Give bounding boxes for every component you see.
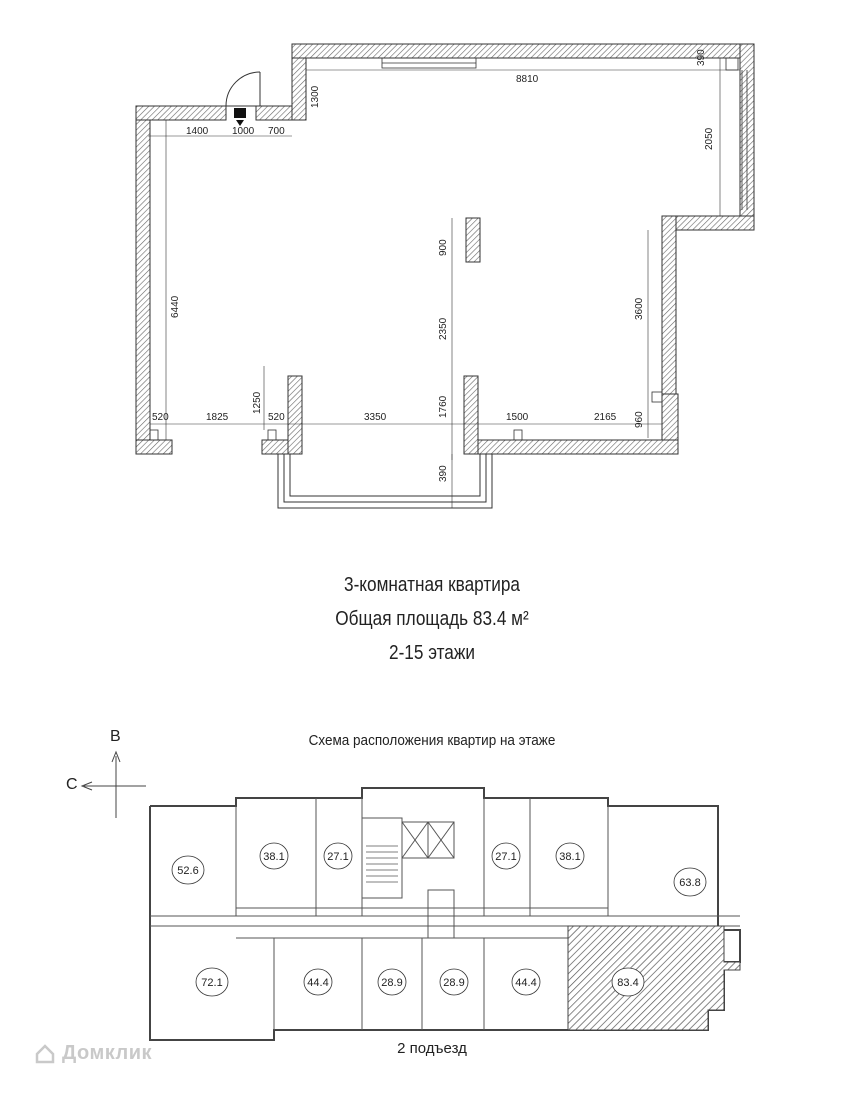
watermark [34, 1042, 152, 1065]
dim-3350: 3350 [364, 412, 387, 423]
svg-text:83.4: 83.4 [617, 976, 639, 989]
entrance-door [226, 72, 260, 106]
dim-960: 960 [634, 411, 645, 428]
compass-north-label: В [110, 728, 121, 745]
apartment-type: 3-комнатная квартира [344, 574, 520, 596]
svg-text:27.1: 27.1 [495, 850, 517, 863]
apartment-label [378, 969, 406, 995]
watermark-text: Домклик [62, 1042, 153, 1064]
dim-1500: 1500 [506, 412, 529, 423]
apartment-label [492, 843, 520, 869]
balcony-bottom [278, 454, 492, 508]
apartment-label [172, 856, 204, 884]
floor-scheme [82, 752, 740, 1040]
svg-text:52.6: 52.6 [177, 864, 199, 877]
apartment-label [556, 843, 584, 869]
svg-text:72.1: 72.1 [201, 976, 223, 989]
apartment-label [324, 843, 352, 869]
total-area: Общая площадь 83.4 м² [335, 608, 529, 630]
apartment-label [440, 969, 468, 995]
apartment-label [612, 968, 644, 996]
riser-block [234, 108, 246, 118]
dim-2165: 2165 [594, 412, 617, 423]
svg-text:44.4: 44.4 [307, 976, 329, 989]
dim-520-mid: 520 [268, 412, 285, 423]
dim-3600: 3600 [634, 297, 645, 320]
apartment-label [512, 969, 540, 995]
dim-390-bottom: 390 [438, 465, 449, 482]
scheme-title: Схема расположения квартир на этаже [308, 732, 556, 749]
svg-text:28.9: 28.9 [381, 976, 403, 989]
svg-text:63.8: 63.8 [679, 876, 701, 889]
dim-8810: 8810 [516, 74, 539, 85]
dim-6440: 6440 [170, 295, 181, 318]
dim-1825: 1825 [206, 412, 229, 423]
apartment-label [674, 868, 706, 896]
svg-text:38.1: 38.1 [559, 850, 581, 863]
dim-1300: 1300 [310, 85, 321, 108]
apartment-label [196, 968, 228, 996]
svg-text:38.1: 38.1 [263, 850, 285, 863]
compass-arrows [82, 752, 146, 818]
window-top [382, 58, 476, 68]
dim-520-left: 520 [152, 412, 169, 423]
dim-1000: 1000 [232, 126, 255, 137]
dim-1400: 1400 [186, 126, 209, 137]
dim-900: 900 [438, 239, 449, 256]
compass-west-label: С [66, 776, 78, 793]
dim-2350: 2350 [438, 317, 449, 340]
apartment-label [304, 969, 332, 995]
dim-2050: 2050 [704, 127, 715, 150]
dim-1760: 1760 [438, 395, 449, 418]
dim-1250: 1250 [252, 391, 263, 414]
dim-700: 700 [268, 126, 285, 137]
svg-text:44.4: 44.4 [515, 976, 537, 989]
floors: 2-15 этажи [389, 642, 475, 664]
apartment-label [260, 843, 288, 869]
highlighted-apartment [568, 926, 740, 1030]
dim-390-top: 390 [696, 49, 707, 66]
svg-text:28.9: 28.9 [443, 976, 465, 989]
svg-text:27.1: 27.1 [327, 850, 349, 863]
entrance-label: 2 подъезд [397, 1040, 467, 1057]
house-icon [34, 1043, 56, 1065]
